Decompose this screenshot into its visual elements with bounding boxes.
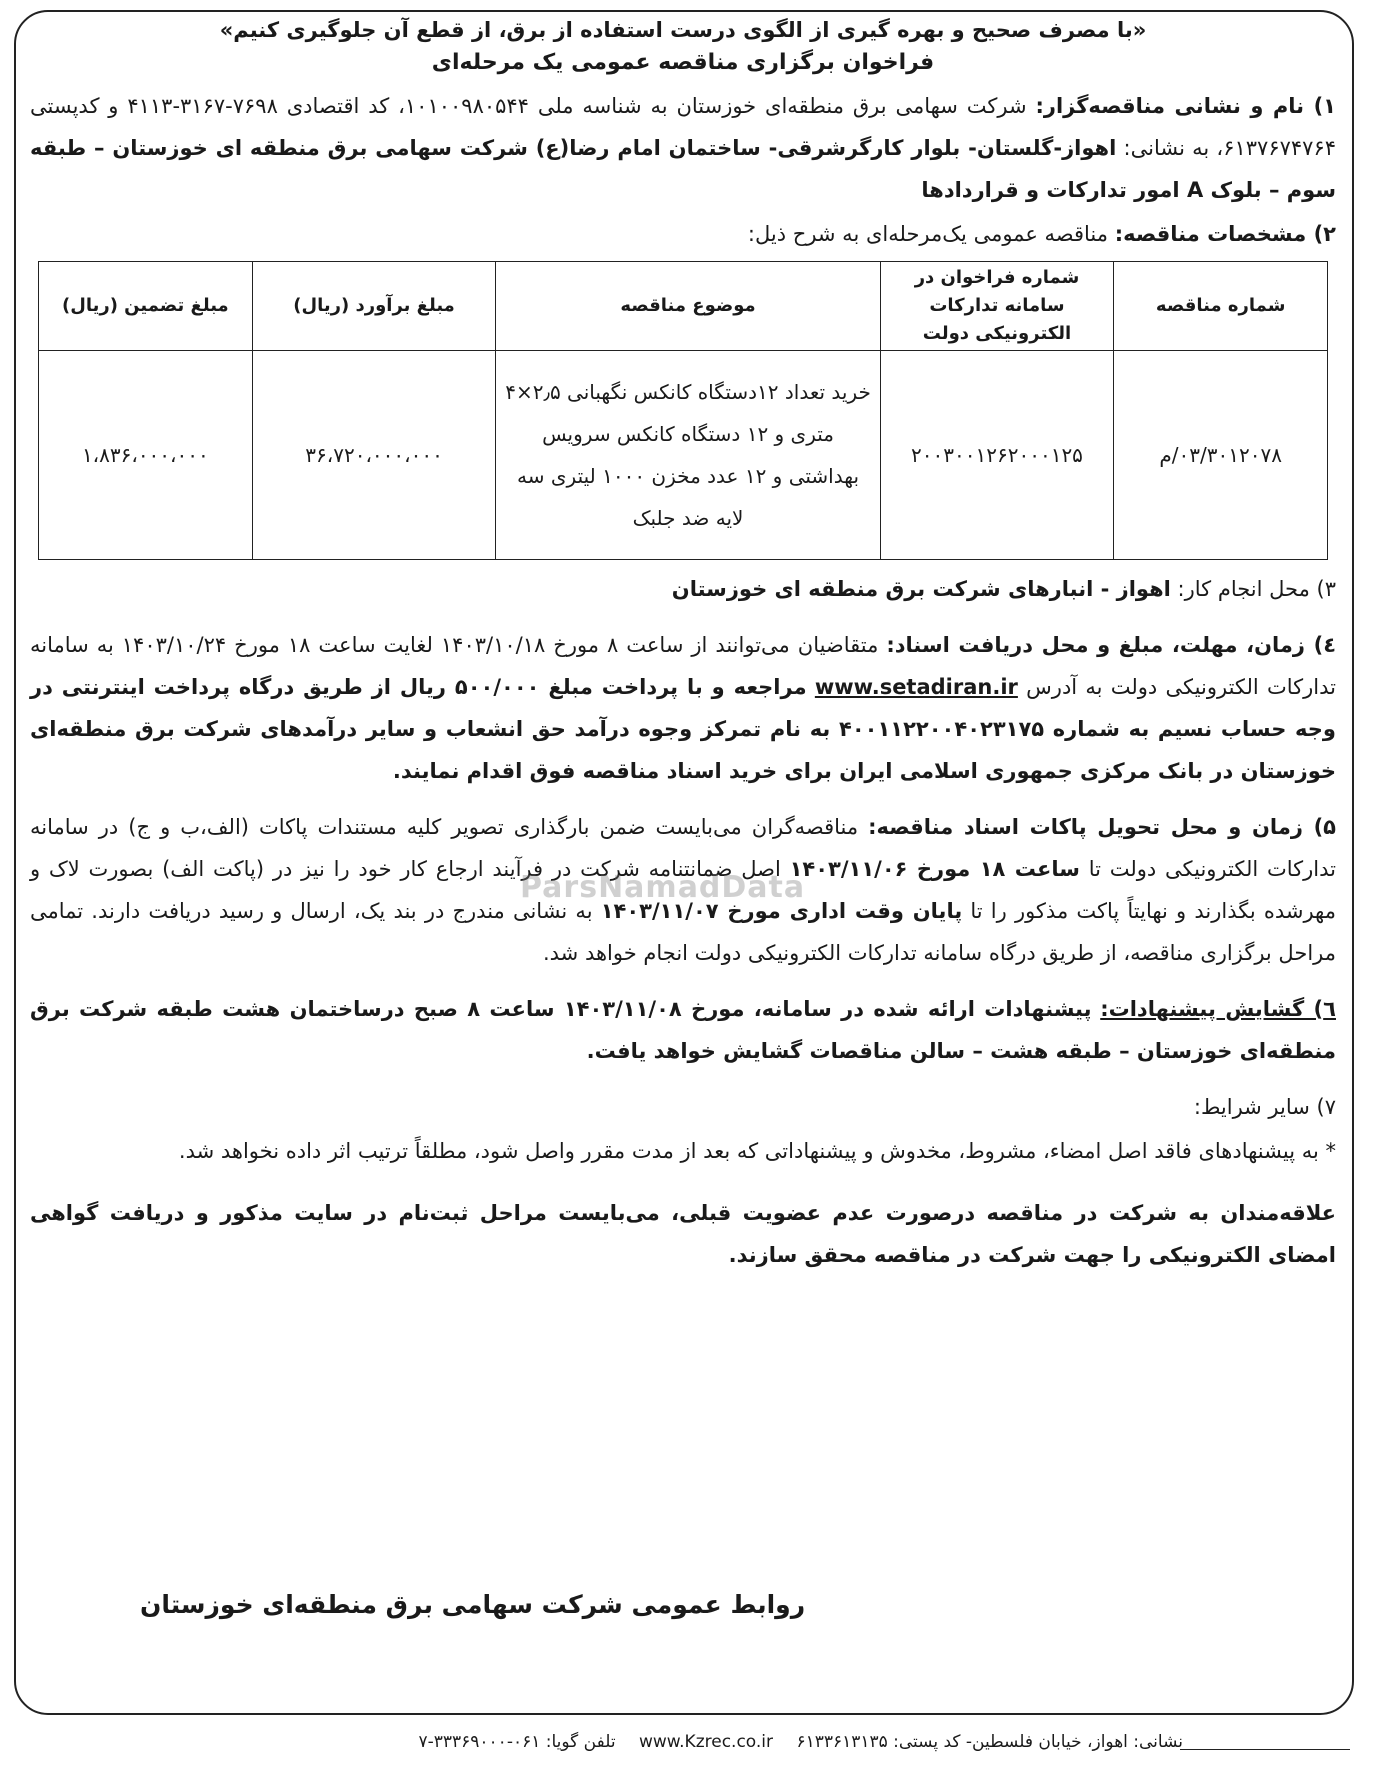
footer-website[interactable]: www.Kzrec.co.ir [639, 1732, 774, 1752]
document [30, 14, 1336, 1276]
footer-address: نشانی: اهواز، خیابان فلسطین- کد پستی: ۶۱۳۳۶۱۳۱۳۵ [796, 1732, 1183, 1752]
section-7-text: * به پیشنهادهای فاقد اصل امضاء، مشروط، مخدوش و پیشنهاداتی که بعد از مدت مقرر واصل شود، مطلقاً ترتیب اثر داده نخواهد شد. [178, 1139, 1336, 1163]
cell-number: ۰۳/۳۰۱۲۰۷۸/م [1114, 351, 1328, 560]
footer [400, 1732, 1183, 1752]
section-1-label: ۱) نام و نشانی مناقصه‌گزار: [1035, 94, 1336, 118]
footer-phone: تلفن گویا: ۰۶۱-۳۳۳۶۹۰۰۰-۷ [418, 1732, 616, 1752]
col-header-subject: موضوع مناقصه [496, 262, 880, 351]
setadiran-link[interactable]: www.setadiran.ir [814, 675, 1018, 699]
registration-note [30, 1192, 1336, 1276]
section-6 [30, 988, 1336, 1072]
cell-subject: خرید تعداد ۱۲دستگاه کانکس نگهبانی ۲٫۵×۴ متری و ۱۲ دستگاه کانکس سرویس بهداشتی و ۱۲ عدد مخزن ۱۰۰۰ لیتری سه لایه ضد جلبک [496, 351, 880, 560]
registration-note-text: علاقه‌مندان به شرکت در مناقصه درصورت عدم عضویت قبلی، می‌بایست مراحل ثبت‌نام در سایت مذکور و دریافت گواهی امضای الکترونیکی را جهت شرکت در مناقصه محقق سازند. [30, 1201, 1336, 1267]
section-6-text: پیشنهادات ارائه شده در سامانه، مورخ ۱۴۰۳/۱۱/۰۸ ساعت ۸ صبح درساختمان هشت طبقه شرکت برق منطقه‌ای خوزستان – طبقه هشت – سالن مناقصات گشایش خواهد یافت. [30, 997, 1336, 1063]
watermark-text: ParsNamadData [520, 870, 806, 905]
section-5-text-3: به نشانی مندرج در بند یک، ارسال و رسید دریافت دارند. تمامی مراحل برگزاری مناقصه، از طریق درگاه سامانه تدارکات الکترونیکی دولت انجام خواهد شد. [30, 899, 1336, 965]
section-5-text-2: اصل ضمانتنامه شرکت در فرآیند ارجاع کار خود را نیز در (پاکت الف) بصورت لاک و مهرشده بگذارند و نهایتاً پاکت مذکور را تا [30, 857, 1336, 923]
col-header-number: شماره مناقصه [1114, 262, 1328, 351]
section-5-deadline: ساعت ۱۸ مورخ ۱۴۰۳/۱۱/۰۶ [789, 857, 1080, 881]
section-7 [30, 1086, 1336, 1128]
col-header-setad-number: شماره فراخوان در سامانه تدارکات الکترونیکی دولت [880, 262, 1114, 351]
section-5-text-1: مناقصه‌گران می‌بایست ضمن بارگذاری تصویر کلیه مستندات پاکات (الف،ب و ج) در سامانه تدارکات الکترونیکی دولت تا [30, 815, 1336, 881]
section-5-label: ۵) زمان و محل تحویل پاکات اسناد مناقصه: [868, 815, 1336, 839]
page-title: فراخوان برگزاری مناقصه عمومی یک مرحله‌ای [431, 50, 935, 75]
section-2 [30, 213, 1336, 255]
section-4 [30, 624, 1336, 792]
footer-divider [1180, 1749, 1350, 1750]
section-4-label: ٤) زمان، مهلت، مبلغ و محل دریافت اسناد: [886, 633, 1337, 657]
col-header-estimate: مبلغ برآورد (ریال) [252, 262, 496, 351]
col-header-guarantee: مبلغ تضمین (ریال) [39, 262, 253, 351]
signature: روابط عمومی شرکت سهامی برق منطقه‌ای خوزستان [140, 1590, 806, 1619]
section-2-text: مناقصه عمومی یک‌مرحله‌ای به شرح ذیل: [747, 222, 1109, 246]
section-1 [30, 85, 1336, 211]
section-4-text-2: مراجعه و با پرداخت مبلغ ۵۰۰/۰۰۰ ریال از طریق درگاه پرداخت اینترنتی در وجه حساب نسیم به شماره ۴۰۰۱۱۲۲۰۰۴۰۲۳۱۷۵ به نام تمرکز وجوه درآمد حق انشعاب و سایر درآمدهای شرکت برق منطقه‌ای خوزستان در بانک مرکزی جمهوری اسلامی ایران برای خرید اسناد مناقصه فوق اقدام نمایند. [30, 675, 1336, 783]
section-1-text: شرکت سهامی برق منطقه‌ای خوزستان به شناسه ملی ۱۰۱۰۰۹۸۰۵۴۴، کد اقتصادی ۷۶۹۸-۳۱۶۷-۴۱۱۳ و کدپستی ۶۱۳۷۶۷۴۷۶۴، به نشانی: [30, 94, 1337, 160]
cell-setad-number: ۲۰۰۳۰۰۱۲۶۲۰۰۰۱۲۵ [880, 351, 1114, 560]
section-2-label: ۲) مشخصات مناقصه: [1114, 222, 1336, 246]
section-3-text: اهواز - انبارهای شرکت برق منطقه ای خوزستان [671, 577, 1171, 601]
section-3-label: ۳) محل انجام کار: [1177, 577, 1336, 601]
section-3 [30, 568, 1336, 610]
section-7-condition [30, 1130, 1336, 1172]
cell-estimate: ۳۶،۷۲۰،۰۰۰،۰۰۰ [252, 351, 496, 560]
slogan: «با مصرف صحیح و بهره گیری از الگوی درست استفاده از برق، از قطع آن جلوگیری کنیم» [219, 18, 1147, 42]
table-row [39, 351, 1328, 560]
table-header-row [39, 262, 1328, 351]
section-6-label: ٦) گشایش پیشنهادات: [1100, 997, 1336, 1021]
section-7-label: ۷) سایر شرایط: [1193, 1095, 1336, 1119]
section-5-deadline-2: پایان وقت اداری مورخ ۱۴۰۳/۱۱/۰۷ [600, 899, 963, 923]
section-4-text-1: متقاضیان می‌توانند از ساعت ۸ مورخ ۱۴۰۳/۱۰/۱۸ لغایت ساعت ۱۸ مورخ ۱۴۰۳/۱۰/۲۴ به سامانه تدارکات الکترونیکی دولت به آدرس [30, 633, 1337, 699]
section-1-address: اهواز-گلستان- بلوار کارگرشرقی- ساختمان امام رضا(ع) شرکت سهامی برق منطقه ای خوزستان – طبقه سوم – بلوک A امور تدارکات و قراردادها [30, 136, 1336, 202]
cell-guarantee: ۱،۸۳۶،۰۰۰،۰۰۰ [39, 351, 253, 560]
tender-table [38, 261, 1328, 560]
